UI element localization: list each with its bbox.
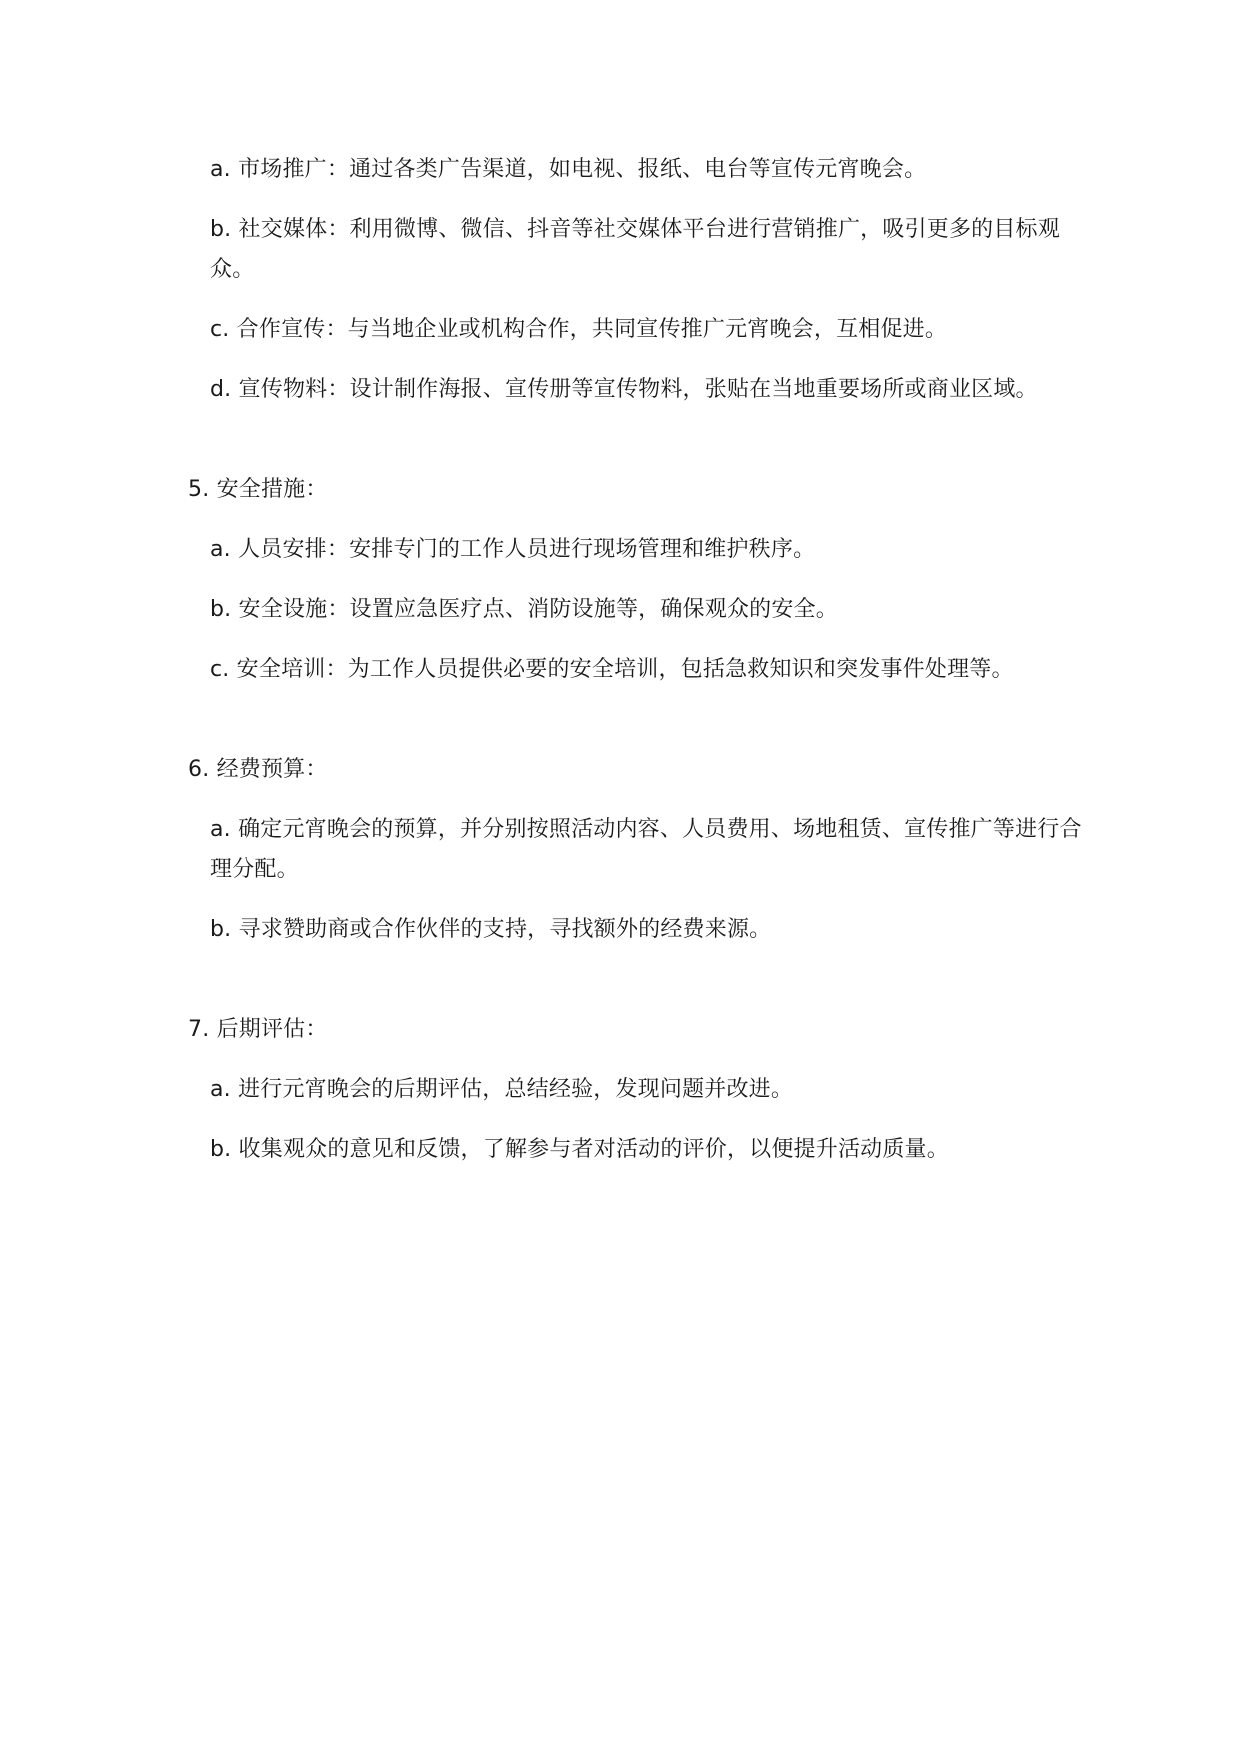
section-gap bbox=[188, 430, 1091, 470]
section-gap bbox=[188, 710, 1091, 750]
section-heading-evaluation: 7. 后期评估： bbox=[188, 1017, 328, 1042]
safety-item-facilities: b. 安全设施：设置应急医疗点、消防设施等，确保观众的安全。 bbox=[210, 597, 838, 622]
evaluation-item-feedback: b. 收集观众的意见和反馈，了解参与者对活动的评价，以便提升活动质量。 bbox=[210, 1137, 949, 1162]
promotion-item-cooperation: c. 合作宣传：与当地企业或机构合作，共同宣传推广元宵晚会，互相促进。 bbox=[210, 317, 948, 342]
budget-item-allocation: a. 确定元宵晚会的预算，并分别按照活动内容、人员费用、场地租赁、宣传推广等进行合理分配。 bbox=[210, 817, 1082, 882]
section-heading-budget: 6. 经费预算： bbox=[188, 757, 328, 782]
promotion-item-materials: d. 宣传物料：设计制作海报、宣传册等宣传物料，张贴在当地重要场所或商业区域。 bbox=[210, 377, 1038, 402]
budget-item-sponsorship: b. 寻求赞助商或合作伙伴的支持，寻找额外的经费来源。 bbox=[210, 917, 772, 942]
section-gap bbox=[188, 970, 1091, 1010]
safety-item-staff: a. 人员安排：安排专门的工作人员进行现场管理和维护秩序。 bbox=[210, 537, 816, 562]
safety-item-training: c. 安全培训：为工作人员提供必要的安全培训，包括急救知识和突发事件处理等。 bbox=[210, 657, 1014, 682]
promotion-item-social-media: b. 社交媒体：利用微博、微信、抖音等社交媒体平台进行营销推广，吸引更多的目标观众。 bbox=[210, 217, 1060, 282]
promotion-item-market: a. 市场推广：通过各类广告渠道，如电视、报纸、电台等宣传元宵晚会。 bbox=[210, 157, 927, 182]
section-heading-safety: 5. 安全措施： bbox=[188, 477, 328, 502]
evaluation-item-review: a. 进行元宵晚会的后期评估，总结经验，发现问题并改进。 bbox=[210, 1077, 794, 1102]
